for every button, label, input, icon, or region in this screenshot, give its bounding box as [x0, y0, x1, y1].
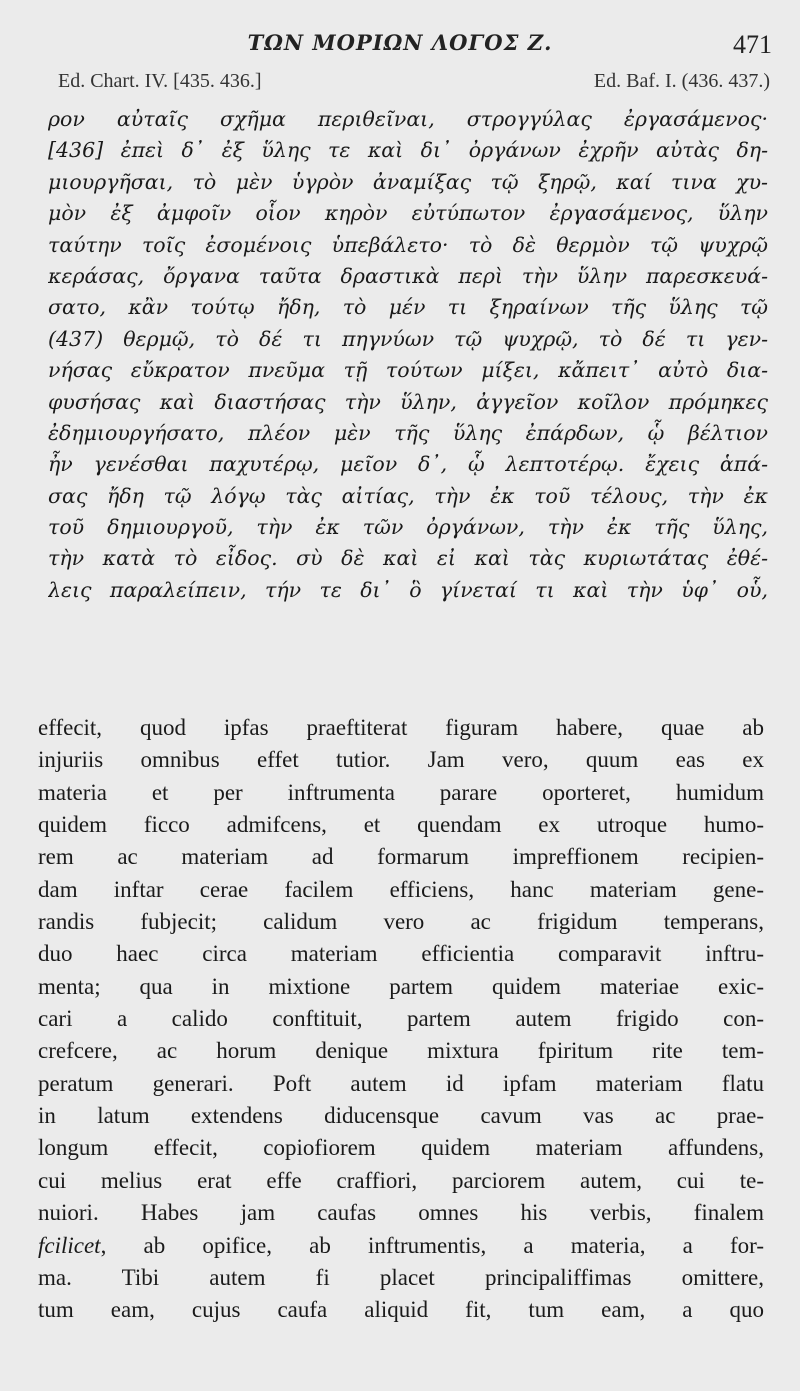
greek-line: ἐδημιουργήσατο, πλέον μὲν τῆς ὕλης ἐπάρδων, ᾧ βέλτιον: [48, 420, 768, 445]
latin-line: materia et per inftrumenta parare oporteret, humidum: [38, 779, 764, 805]
latin-line: duo haec circa materiam efficientia comparavit inftru-: [38, 941, 764, 967]
latin-line: tum eam, cujus caufa aliquid fit, tum eam, a quo: [38, 1297, 764, 1323]
greek-line: σατο, κἂν τούτῳ ἤδη, τὸ μέν τι ξηραίνων τῆς ὕλης τῷ: [48, 295, 768, 320]
greek-line: φυσήσας καὶ διαστήσας τὴν ὕλην, ἀγγεῖον κοῖλον πρόμηκες: [48, 389, 768, 414]
latin-line: rem ac materiam ad formarum impreffionem recipien-: [38, 844, 764, 870]
greek-line: κεράσας, ὄργανα ταῦτα δραστικὰ περὶ τὴν ὕλην παρεσκευά-: [48, 263, 768, 288]
latin-line: cari a calido conftituit, partem autem frigido con-: [38, 1006, 764, 1032]
latin-text-block: [38, 712, 764, 1327]
greek-line: τοῦ δημιουργοῦ, τὴν ἐκ τῶν ὀργάνων, τὴν ἐκ τῆς ὕλης,: [48, 515, 768, 540]
greek-line: μιουργῆσαι, τὸ μὲν ὑγρὸν ἀναμίξας τῷ ξηρῷ, καί τινα χυ-: [48, 169, 768, 194]
greek-line: νήσας εὔκρατον πνεῦμα τῇ τούτων μίξει, κἄπειτ᾽ αὐτὸ δια-: [48, 358, 768, 383]
latin-line: peratum generari. Poft autem id ipfam materiam flatu: [38, 1070, 764, 1096]
greek-line: ἦν γενέσθαι παχυτέρῳ, μεῖον δ᾽, ᾧ λεπτοτέρῳ. ἔχεις ἁπά-: [48, 452, 768, 477]
latin-line: quidem ficco admifcens, et quendam ex utroque humo-: [38, 812, 764, 838]
latin-line: longum effecit, copiofiorem quidem materiam affundens,: [38, 1135, 764, 1161]
latin-line: ma. Tibi autem fi placet principaliffimas omittere,: [38, 1264, 764, 1290]
latin-line: injuriis omnibus effet tutior. Jam vero, quum eas ex: [38, 747, 764, 773]
latin-line: nuiori. Habes jam caufas omnes his verbis, finalem: [38, 1200, 764, 1226]
running-title: ΤΩΝ ΜΟΡΙΩΝ ΛΟΓΟΣ Ζ.: [247, 30, 553, 55]
latin-line: randis fubjecit; calidum vero ac frigidum temperans,: [38, 909, 764, 935]
greek-line: σας ἤδη τῷ λόγῳ τὰς αἰτίας, τὴν ἐκ τοῦ τέλους, τὴν ἐκ: [48, 483, 768, 508]
latin-line: effecit, quod ipfas praeftiterat figuram habere, quae ab: [38, 715, 764, 740]
greek-line: [436] ἐπεὶ δ᾽ ἐξ ὕλης τε καὶ δι᾽ ὀργάνων ἐχρῆν αὐτὰς δη-: [48, 138, 768, 163]
latin-line: cui melius erat effe craffiori, parciorem autem, cui te-: [38, 1167, 764, 1193]
greek-line: λεις παραλείπειν, τήν τε δι᾽ ὃ γίνεταί τι καὶ τὴν ὑφ᾽ οὗ,: [48, 577, 768, 602]
greek-text-block: [48, 104, 768, 606]
greek-line: τὴν κατὰ τὸ εἶδος. σὺ δὲ καὶ εἰ καὶ τὰς κυριωτάτας ἐθέ-: [48, 546, 768, 571]
greek-line: μὸν ἐξ ἀμφοῖν οἷον κηρὸν εὐτύπωτον ἐργασάμενος, ὕλην: [48, 201, 768, 226]
latin-line: dam inftar cerae facilem efficiens, hanc materiam gene-: [38, 876, 764, 902]
greek-line: (437) θερμῷ, τὸ δέ τι πηγνύων τῷ ψυχρῷ, τὸ δέ τι γεν-: [48, 326, 768, 351]
latin-line: menta; qua in mixtione partem quidem materiae exic-: [38, 973, 764, 999]
greek-line: ταύτην τοῖς ἐσομένοις ὑπεβάλετο· τὸ δὲ θερμὸν τῷ ψυχρῷ: [48, 232, 768, 257]
edition-reference-left: Ed. Chart. IV. [435. 436.]: [58, 70, 262, 92]
edition-reference-right: Ed. Baf. I. (436. 437.): [593, 70, 770, 92]
latin-italic-word: fcilicet: [38, 1232, 101, 1258]
page-number: 471: [733, 30, 772, 59]
latin-line: crefcere, ac horum denique mixtura fpiritum rite tem-: [38, 1038, 764, 1064]
latin-line: fcilicet, ab opifice, ab inftrumentis, a materia, a for-: [38, 1232, 764, 1258]
greek-line: ρον αὐταῖς σχῆμα περιθεῖναι, στρογγύλας ἐργασάμενος·: [48, 107, 768, 131]
latin-line: in latum extendens diducensque cavum vas ac prae-: [38, 1103, 764, 1129]
